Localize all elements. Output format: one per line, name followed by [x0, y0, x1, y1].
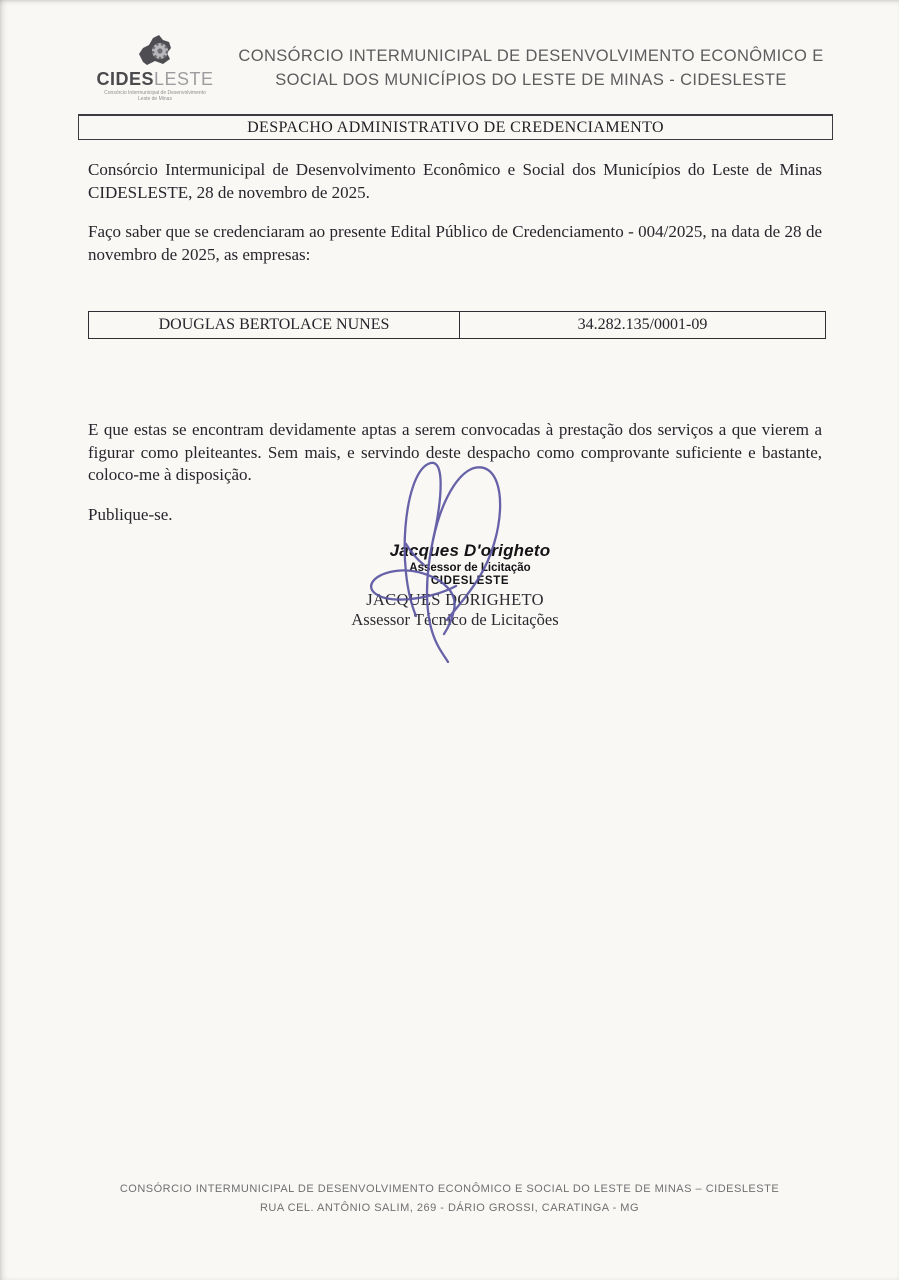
stamp-org: CIDESLESTE — [430, 575, 510, 587]
org-title-line1: CONSÓRCIO INTERMUNICIPAL DE DESENVOLVIMENTO ECONÔMICO E — [238, 47, 824, 65]
stamp-name: Jacques D'origheto — [389, 541, 551, 560]
footer-line1: CONSÓRCIO INTERMUNICIPAL DE DESENVOLVIMENTO ECONÔMICO E SOCIAL DO LESTE DE MINAS – CIDESLESTE — [119, 1183, 780, 1195]
notice-paragraph: Faço saber que se credenciaram ao presente Edital Público de Credenciamento - 004/2025, na data de 28 de novembro de 2025, as empresas: — [88, 222, 822, 264]
logo-tagline — [96, 90, 214, 102]
org-title — [238, 44, 824, 92]
logo-wordmark-light: LESTE — [153, 69, 214, 89]
footer-line2: RUA CEL. ANTÔNIO SALIM, 269 - DÁRIO GROSSI, CARATINGA - MG — [259, 1202, 640, 1214]
dateline-paragraph: Consórcio Intermunicipal de Desenvolvimento Econômico e Social dos Municípios do Leste de Minas CIDESLESTE, 28 de novembro de 2025. — [88, 160, 822, 202]
company-name-cell: DOUGLAS BERTOLACE NUNES — [89, 312, 460, 338]
logo-wordmark-bold: CIDES — [96, 69, 154, 89]
page-footer — [0, 1180, 899, 1218]
publish-order: Publique-se. — [88, 505, 173, 524]
credential-table — [88, 311, 826, 339]
gear-icon — [152, 43, 168, 59]
cnpj-cell: 34.282.135/0001-09 — [577, 316, 708, 333]
minas-gerais-map-icon — [129, 34, 181, 70]
org-title-line2: SOCIAL DOS MUNICÍPIOS DO LESTE DE MINAS - CIDESLESTE — [275, 71, 787, 89]
logo-tagline-line1: Consórcio Intermunicipal de Desenvolvimento — [104, 90, 206, 96]
cidesleste-logo — [96, 34, 214, 102]
document-title: DESPACHO ADMINISTRATIVO DE CREDENCIAMENTO — [78, 114, 833, 140]
closing-paragraph: E que estas se encontram devidamente aptas a serem convocadas à prestação dos serviços a que vierem a figurar como pleiteantes. Sem mais, e servindo deste despacho como comprovante suficiente e bastante, coloco-me à disposição. — [88, 420, 822, 484]
logo-tagline-line2: Leste de Minas — [138, 96, 172, 102]
stamp-role: Assessor de Licitação — [409, 562, 531, 574]
signer-typed-role: Assessor Técnico de Licitações — [351, 610, 559, 629]
signer-typed-name: JACQUES DORIGHETO — [366, 590, 544, 609]
logo-wordmark — [96, 70, 214, 88]
